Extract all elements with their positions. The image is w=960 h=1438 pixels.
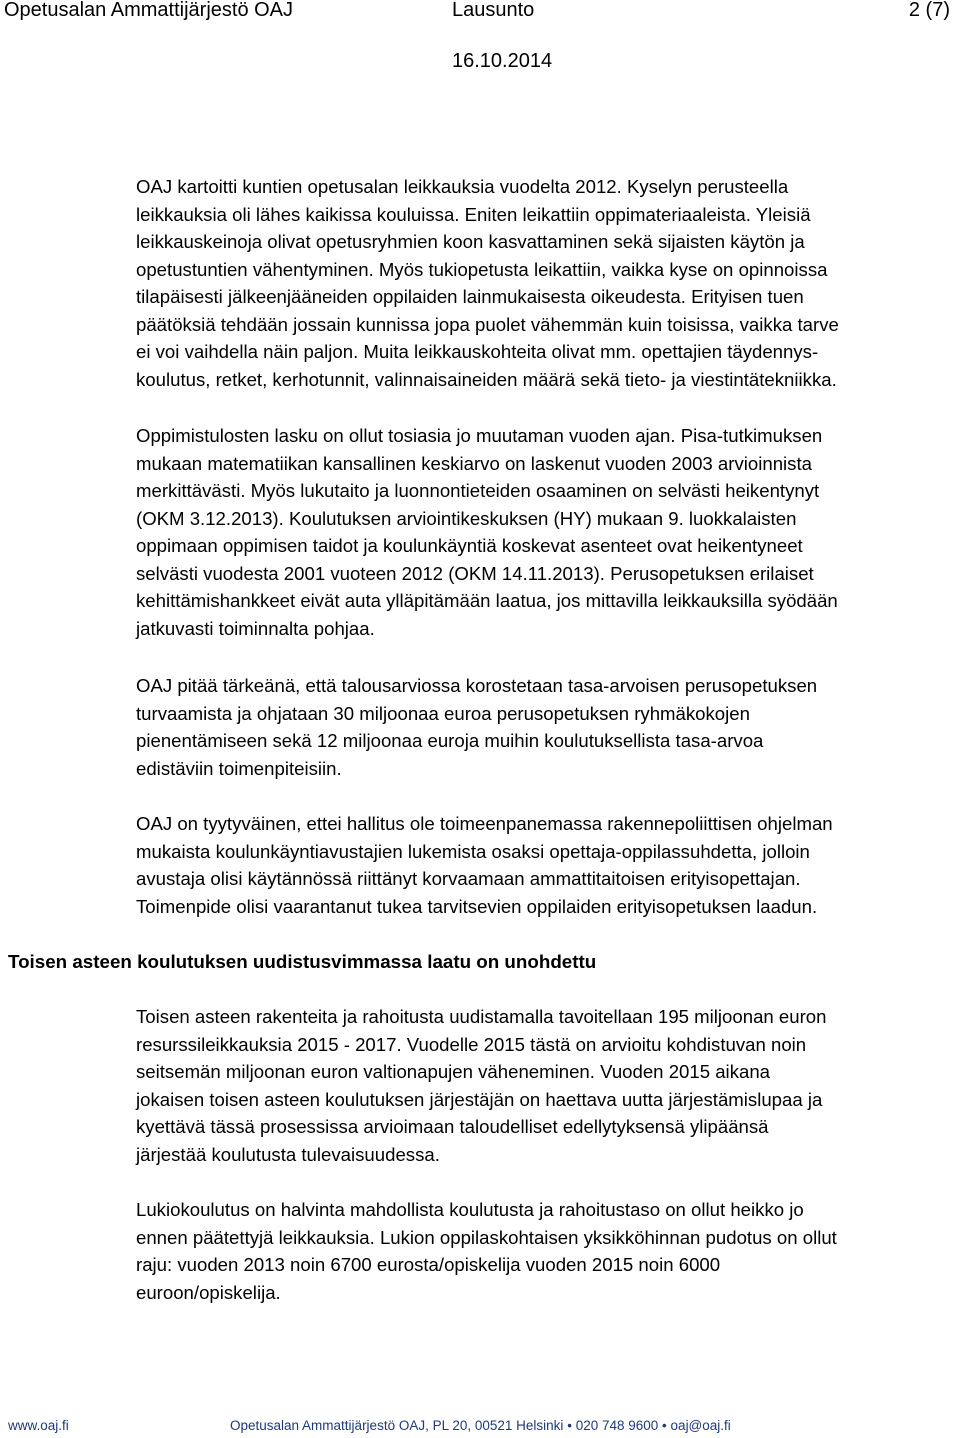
paragraph-toinen-aste xyxy=(136,1003,952,1168)
text-line: tilapäisesti jälkeenjääneiden oppilaiden lainmukaisesta oikeudesta. Erityisen tuen xyxy=(136,286,804,307)
text-line: Toimenpide olisi vaarantanut tukea tarvitsevien oppilaiden erityisopetuksen laadun. xyxy=(136,895,818,917)
bullet-separator-icon: • xyxy=(567,1418,572,1433)
text-line: Lukiokoulutus on halvinta mahdollista koulutusta ja rahoitustaso on ollut heikko jo xyxy=(136,1199,804,1220)
text-line: raju: vuoden 2013 noin 6700 eurosta/opiskelija vuoden 2015 noin 6000 xyxy=(136,1254,721,1275)
section-heading: Toisen asteen koulutuksen uudistusvimmassa laatu on unohdettu xyxy=(8,951,597,972)
footer-website-link[interactable]: www.oaj.fi xyxy=(8,1418,69,1433)
page-header xyxy=(0,0,960,30)
paragraph-avustajat xyxy=(136,810,952,920)
text-line: merkittävästi. Myös lukutaito ja luonnontieteiden osaaminen on selvästi heikentynyt xyxy=(136,480,820,501)
header-date: 16.10.2014 xyxy=(452,50,553,72)
bullet-separator-icon: • xyxy=(662,1418,667,1433)
text-line: Oppimistulosten lasku on ollut tosiasia jo muutaman vuoden ajan. Pisa-tutkimuksen xyxy=(136,425,823,446)
text-line: kyettävä tässä prosessissa arvioimaan taloudelliset edellytyksensä ylipäänsä xyxy=(136,1116,769,1137)
text-line: resurssileikkauksia 2015 - 2017. Vuodelle 2015 tästä on arvioitu kohdistuvan noin xyxy=(136,1033,807,1055)
page-footer xyxy=(0,1414,960,1436)
text-line: euroon/opiskelija. xyxy=(136,1281,281,1303)
text-line: ennen päätettyjä leikkauksia. Lukion oppilaskohtaisen yksikköhinnan pudotus on ollut xyxy=(136,1226,837,1248)
text-line: päätöksiä tehdään jossain kunnissa jopa puolet vähemmän kuin toisissa, vaikka tarve xyxy=(136,313,839,335)
text-line: leikkauskeinoja olivat opetusryhmien koon kasvattaminen sekä sijaisten käytön ja xyxy=(136,231,805,252)
paragraph-oppimistulokset xyxy=(136,422,952,642)
text-line: OAJ on tyytyväinen, ettei hallitus ole toimeenpanemassa rakennepoliittisen ohjelman xyxy=(136,813,833,834)
header-organization: Opetusalan Ammattijärjestö OAJ xyxy=(4,0,294,21)
header-document-type: Lausunto xyxy=(452,0,535,21)
paragraph-leikkaukset xyxy=(136,173,952,393)
text-line: jatkuvasti toiminnalta pohjaa. xyxy=(136,617,375,639)
text-line: oppimaan oppimisen taidot ja koulunkäyntiä koskevat asenteet ovat heikentyneet xyxy=(136,535,803,556)
text-line: mukaista koulunkäyntiavustajien lukemista osaksi opettaja-oppilassuhdetta, jolloin xyxy=(136,840,810,862)
text-line: OAJ pitää tärkeänä, että talousarviossa korostetaan tasa-arvoisen perusopetuksen xyxy=(136,675,818,696)
text-line: kehittämishankkeet eivät auta ylläpitämään laatua, jos mittavilla leikkauksilla syödään xyxy=(136,590,838,611)
text-line: järjestää koulutusta tulevaisuudessa. xyxy=(136,1143,440,1165)
footer-org-address: Opetusalan Ammattijärjestö OAJ, PL 20, 00521 Helsinki xyxy=(230,1418,564,1433)
text-line: leikkauksia oli lähes kaikissa kouluissa. Eniten leikattiin oppimateriaaleista. Yleisiä xyxy=(136,203,811,225)
text-line: avustaja olisi käytännössä riittänyt korvaamaan ammattitaitoisen erityisopettajan. xyxy=(136,868,801,889)
footer-email-link[interactable]: oaj@oaj.fi xyxy=(670,1418,731,1433)
text-line: jokaisen toisen asteen koulutuksen järjestäjän on haettava uutta järjestämislupaa ja xyxy=(136,1088,823,1110)
text-line: pienentämiseen sekä 12 miljoonaa euroja muihin koulutuksellista tasa-arvoa xyxy=(136,730,764,751)
text-line: seitsemän miljoonan euron valtionapujen väheneminen. Vuoden 2015 aikana xyxy=(136,1061,771,1082)
header-page-number: 2 (7) xyxy=(908,0,950,21)
text-line: turvaamista ja ohjataan 30 miljoonaa euroa perusopetuksen ryhmäkokojen xyxy=(136,702,750,724)
text-line: opetustuntien vähentyminen. Myös tukiopetusta leikattiin, vaikka kyse on opinnoissa xyxy=(136,258,828,280)
paragraph-lukiokoulutus xyxy=(136,1196,952,1306)
footer-phone: 020 748 9600 xyxy=(575,1418,659,1433)
text-line: ei voi vaihdella näin paljon. Muita leikkauskohteita olivat mm. opettajien täydennys- xyxy=(136,341,819,362)
text-line: koulutus, retket, kerhotunnit, valinnaisaineiden määrä sekä tieto- ja viestintätekniikka. xyxy=(136,368,837,390)
paragraph-tasa-arvo xyxy=(136,672,952,782)
text-line: OAJ kartoitti kuntien opetusalan leikkauksia vuodelta 2012. Kyselyn perusteella xyxy=(136,176,789,197)
text-line: selvästi vuodesta 2001 vuoteen 2012 (OKM 14.11.2013). Perusopetuksen erilaiset xyxy=(136,562,814,584)
footer-contact xyxy=(230,1417,731,1435)
text-line: mukaan matematiikan kansallinen keskiarvo on laskenut vuoden 2003 arvioinnista xyxy=(136,452,812,474)
text-line: Toisen asteen rakenteita ja rahoitusta uudistamalla tavoitellaan 195 miljoonan euron xyxy=(136,1006,827,1027)
text-line: (OKM 3.12.2013). Koulutuksen arviointikeskuksen (HY) mukaan 9. luokkalaisten xyxy=(136,507,797,529)
text-line: edistäviin toimenpiteisiin. xyxy=(136,757,342,779)
